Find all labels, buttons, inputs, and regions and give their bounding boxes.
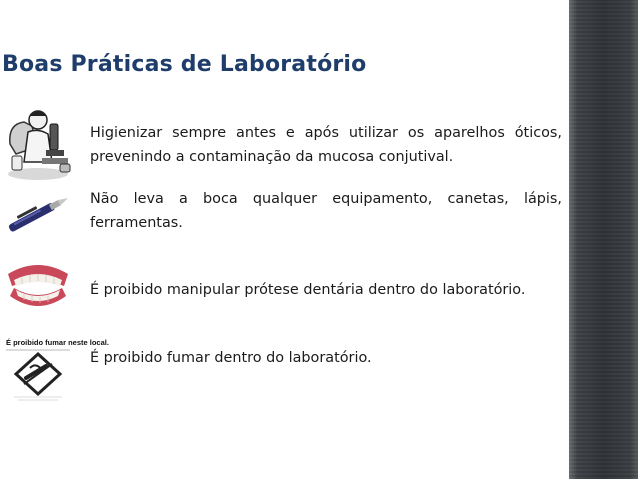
- item-text: Higienizar sempre antes e após utilizar os aparelhos óticos, prevenindo a contaminação da mucosa conjutival.: [90, 125, 562, 165]
- item-text: Não leva a boca qualquer equipamento, canetas, lápis, ferramentas.: [90, 191, 562, 231]
- no-smoking-sign-icon: [2, 338, 109, 404]
- slide-title: Boas Práticas de Laboratório: [2, 52, 367, 77]
- denture-icon: [2, 254, 74, 316]
- sign-label: É proibido fumar neste local.: [6, 338, 109, 347]
- pen-icon: [2, 184, 74, 244]
- decorative-sidebar: [569, 0, 638, 479]
- item-text: É proibido fumar dentro do laboratório.: [90, 350, 372, 366]
- scientist-microscope-icon: [2, 104, 74, 184]
- item-text: É proibido manipular prótese dentária dentro do laboratório.: [90, 282, 526, 298]
